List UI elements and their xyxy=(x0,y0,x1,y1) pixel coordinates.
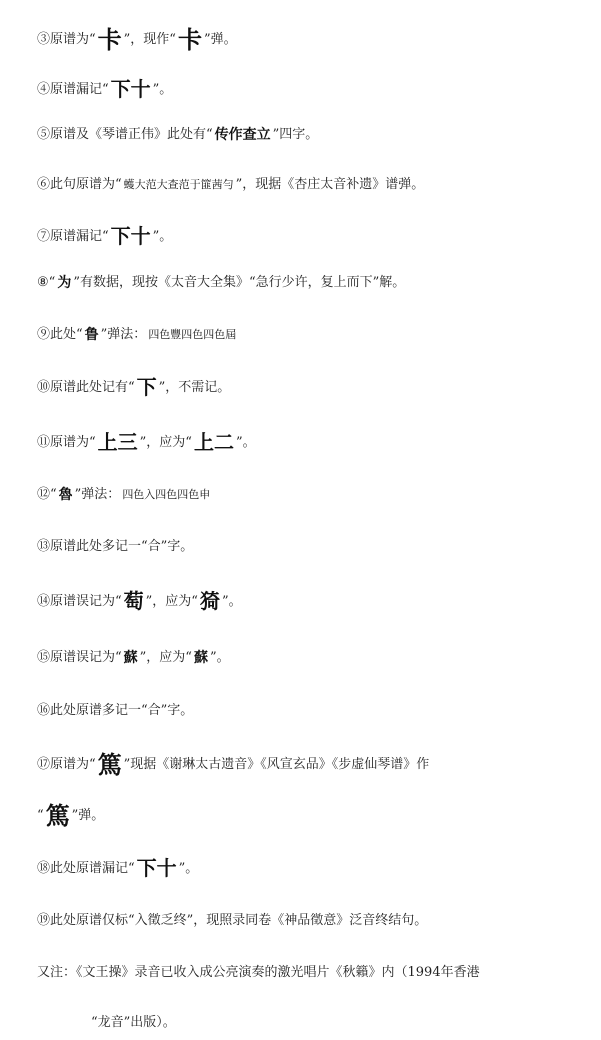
note-3: ③原谱为“卡 ”，现作“卡 ”弹。 xyxy=(37,26,237,54)
tablature-glyph: 四色豐四色四色屆 xyxy=(148,328,237,341)
tablature-glyph: 卡 xyxy=(97,26,122,54)
note-4: ④原谱漏记“ 下十 ”。 xyxy=(37,77,173,101)
tablature-glyph: 卡 xyxy=(177,26,202,54)
note-7: ⑦原谱漏记“ 下十 ”。 xyxy=(37,224,173,248)
note-5: ⑤原谱及《琴谱正伟》此处有“ 传作查立 ”四字。 xyxy=(37,127,319,143)
note-14: ⑭原谱误记为“ 萄 ”，应为“ 猗 ”。 xyxy=(37,589,242,613)
note-19: ⑲此处原谱仅标“入徵乏终”，现照录同卷《神品徵意》泛音终结句。 xyxy=(37,913,428,928)
tablature-glyph: 篤 xyxy=(45,802,70,830)
note-9: ⑨此处“ 鲁 ”弹法： 四色豐四色四色屆 xyxy=(37,327,237,343)
note-17: ⑰原谱为“篤 ”现据《谢琳太古遗音》《风宣玄品》《步虚仙琴谱》作 xyxy=(37,751,430,779)
tablature-glyph: 蘇 xyxy=(193,650,208,666)
tablature-glyph: 下十 xyxy=(110,224,151,248)
note-12: ⑫“ 魯 ”弹法： 四色入四色四色申 xyxy=(37,487,211,503)
tablature-glyph: 下 xyxy=(136,375,157,399)
tablature-glyph: 四色入四色四色申 xyxy=(122,488,211,501)
note-17-continued: “篤 ”弹。 xyxy=(37,802,105,830)
tablature-glyph: 上三 xyxy=(97,430,138,454)
tablature-glyph: 魯 xyxy=(58,487,73,503)
note-8: ⑧“ 为 ”有数据，现按《太音大全集》“急行少许，复上而下”解。 xyxy=(37,275,406,291)
tablature-glyph: 蠖大范大查范于篚茜勻 xyxy=(123,178,234,191)
note-15: ⑮原谱误记为“ 蘇 ”，应为“ 蘇 ”。 xyxy=(37,650,230,666)
tablature-glyph: 上二 xyxy=(193,430,234,454)
note-11: ⑪原谱为“ 上三 ”，应为“ 上二 ”。 xyxy=(37,430,256,454)
note-6: ⑥此句原谱为“ 蠖大范大查范于篚茜勻 ”，现据《杏庄太音补遗》谱弹。 xyxy=(37,175,424,195)
tablature-glyph: 下十 xyxy=(110,77,151,101)
tablature-glyph: 猗 xyxy=(199,589,220,613)
note-18: ⑱此处原谱漏记“ 下十 ”。 xyxy=(37,856,199,880)
tablature-glyph: 篤 xyxy=(97,751,122,779)
note-10: ⑩原谱此处记有“ 下 ”，不需记。 xyxy=(37,375,231,399)
note-13: ⑬原谱此处多记一“合”字。 xyxy=(37,539,194,554)
tablature-glyph: 下十 xyxy=(136,856,177,880)
tablature-glyph: 传作查立 xyxy=(214,127,271,143)
note-16: ⑯此处原谱多记一“合”字。 xyxy=(37,703,194,718)
tablature-glyph: 为 xyxy=(57,275,72,291)
tablature-glyph: 萄 xyxy=(123,589,144,613)
additional-note: 又注：《文王操》录音已收入成公亮演奏的激光唱片《秋籟》内（1994年香港 xyxy=(37,965,480,980)
tablature-glyph: 蘇 xyxy=(123,650,138,666)
additional-note-continued: “龙音”出版）。 xyxy=(91,1015,176,1030)
tablature-glyph: 鲁 xyxy=(84,327,99,343)
